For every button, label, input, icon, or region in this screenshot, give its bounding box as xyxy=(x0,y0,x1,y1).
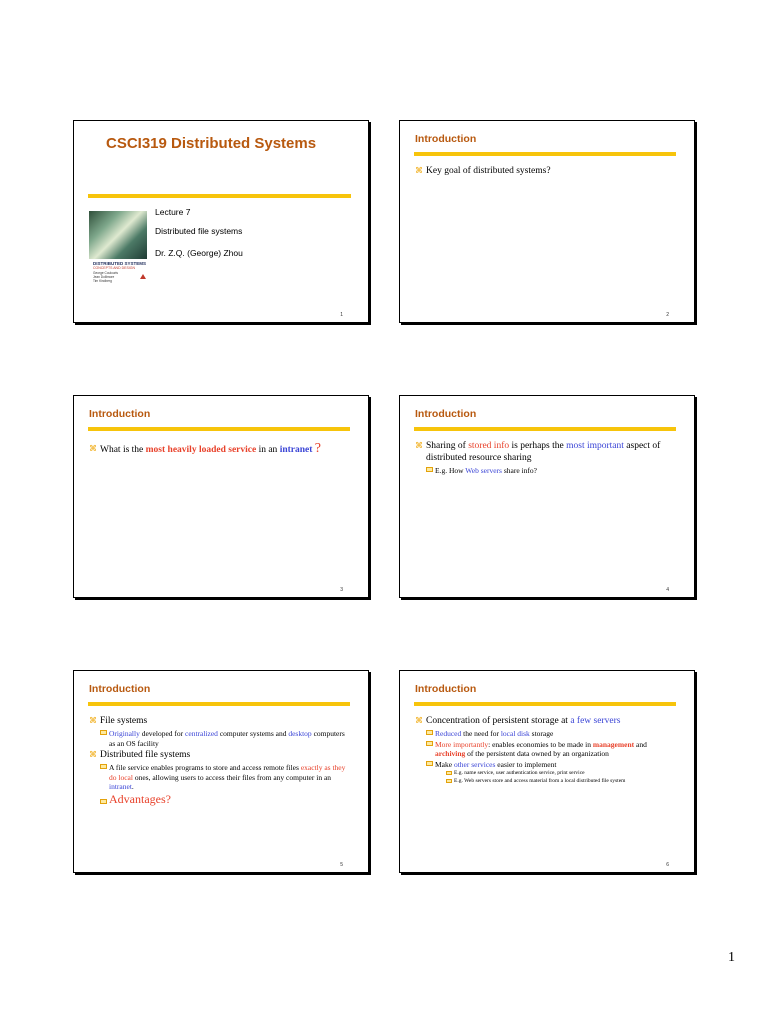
bullet-item: ⌘ Concentration of persistent storage at a few servers xyxy=(415,716,621,726)
z-bullet-icon: ⌘ xyxy=(415,166,423,175)
z-bullet-icon: ⌘ xyxy=(89,750,97,759)
book-cover-image xyxy=(89,211,147,259)
cover-author: Jean Dollimore xyxy=(93,275,115,279)
title-rule xyxy=(88,702,350,706)
slide-title: Introduction xyxy=(415,133,477,145)
z-bullet-icon: ⌘ xyxy=(415,441,423,450)
sub-bullet-item: Make other services easier to implement xyxy=(426,760,676,770)
slide-2 xyxy=(399,120,695,323)
slide-number: 1 xyxy=(340,312,343,318)
title-rule xyxy=(414,702,676,706)
z-bullet-icon: ⌘ xyxy=(89,716,97,725)
slide-number: 4 xyxy=(666,587,669,593)
slide-number: 6 xyxy=(666,862,669,868)
sub-sub-bullet-item: E.g. name service, user authentication service, print service xyxy=(446,770,676,778)
slide-number: 3 xyxy=(340,587,343,593)
bullet-item: ⌘ File systems xyxy=(89,716,148,726)
bullet-item: ⌘ Distributed file systems xyxy=(89,750,191,760)
envelope-bullet-icon xyxy=(100,730,107,735)
envelope-bullet-icon xyxy=(446,771,452,775)
lecture-number: Lecture 7 xyxy=(155,207,191,217)
cover-author: George Coulouris xyxy=(93,271,118,275)
title-rule xyxy=(414,152,676,156)
sub-bullet-item: E.g. How Web servers share info? xyxy=(426,466,676,476)
slide-6 xyxy=(399,670,695,873)
title-rule xyxy=(88,194,351,198)
lecture-topic: Distributed file systems xyxy=(155,226,243,236)
cover-title: DISTRIBUTED SYSTEMS xyxy=(93,261,147,266)
slide-number: 5 xyxy=(340,862,343,868)
bullet-item: ⌘ What is the most heavily loaded service in an intranet ? xyxy=(89,441,321,456)
envelope-bullet-icon xyxy=(426,741,433,746)
envelope-bullet-icon xyxy=(426,730,433,735)
sub-bullet-item: Advantages? xyxy=(100,795,350,806)
envelope-bullet-icon xyxy=(426,467,433,472)
envelope-bullet-icon xyxy=(100,799,107,804)
envelope-bullet-icon xyxy=(426,761,433,766)
z-bullet-icon: ⌘ xyxy=(89,444,97,453)
slide-4 xyxy=(399,395,695,598)
slide-3 xyxy=(73,395,369,598)
z-bullet-icon: ⌘ xyxy=(415,716,423,725)
publisher-logo-icon xyxy=(140,274,146,279)
slide-title: Introduction xyxy=(415,408,477,420)
title-rule xyxy=(88,427,350,431)
slide-1 xyxy=(73,120,369,323)
sub-bullet-item: Reduced the need for local disk storage xyxy=(426,729,676,739)
envelope-bullet-icon xyxy=(446,779,452,783)
slide-5 xyxy=(73,670,369,873)
bullet-item: ⌘ Sharing of stored info is perhaps the most important aspect of distributed resource sharing xyxy=(415,441,661,463)
slide-title: Introduction xyxy=(89,408,151,420)
bullet-item: ⌘ Key goal of distributed systems? xyxy=(415,166,551,176)
sub-bullet-item: A file service enables programs to store and access remote files exactly as they do local ones, allowing users to access their files from any computer in an intranet. xyxy=(100,763,350,792)
lecture-title: CSCI319 Distributed Systems xyxy=(106,135,317,152)
cover-subtitle: CONCEPTS AND DESIGN xyxy=(93,266,136,270)
envelope-bullet-icon xyxy=(100,764,107,769)
slide-title: Introduction xyxy=(415,683,477,695)
sub-bullet-item: More importantly: enables economies to be made in management and archiving of the persistent data owned by an organization xyxy=(426,740,676,759)
sub-sub-bullet-item: E.g. Web servers store and access material from a local distributed file system xyxy=(446,778,676,786)
slide-number: 2 xyxy=(666,312,669,318)
page-number: 1 xyxy=(728,950,735,965)
lecture-author: Dr. Z.Q. (George) Zhou xyxy=(155,248,243,258)
title-rule xyxy=(414,427,676,431)
sub-bullet-item: Originally developed for centralized computer systems and desktop computers as an OS facility xyxy=(100,729,350,748)
cover-author: Tim Kindberg xyxy=(93,279,112,283)
slide-title: Introduction xyxy=(89,683,151,695)
